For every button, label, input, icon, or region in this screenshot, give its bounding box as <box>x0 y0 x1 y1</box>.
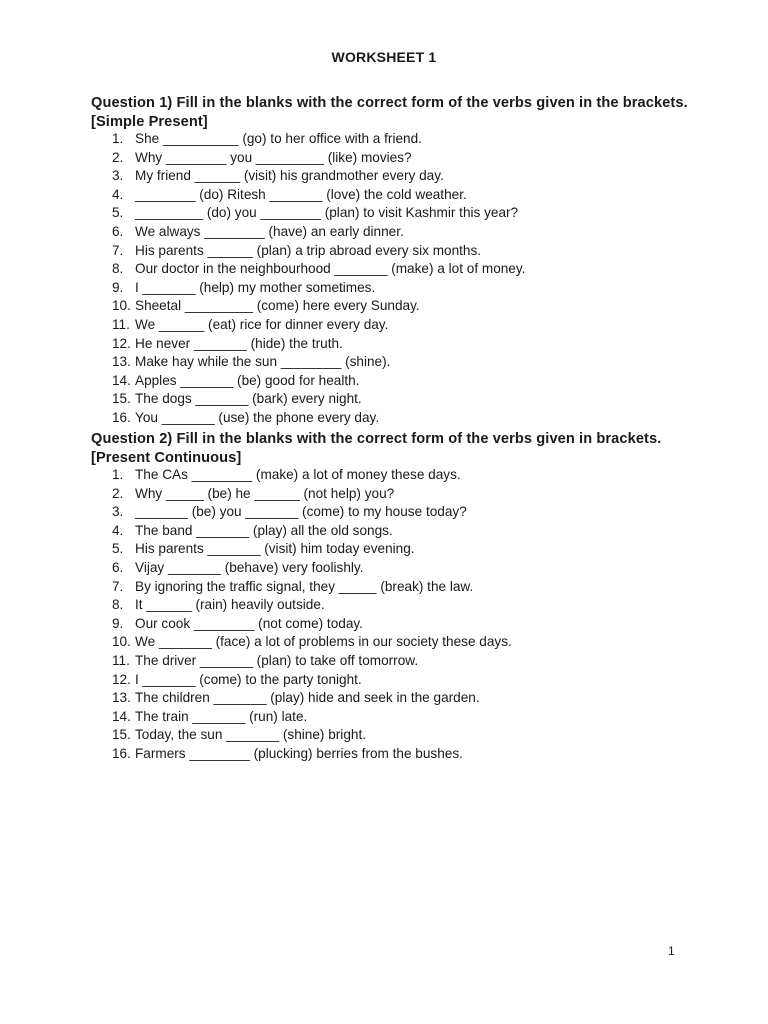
list-item <box>112 372 525 391</box>
item-text: Sheetal _________ (come) here every Sunday. <box>135 298 420 314</box>
page-number: 1 <box>668 944 675 958</box>
item-text: We _______ (face) a lot of problems in our society these days. <box>135 634 512 650</box>
list-item <box>112 279 525 298</box>
list-item <box>112 242 525 261</box>
list-item <box>112 726 512 745</box>
item-text: _________ (do) you ________ (plan) to visit Kashmir this year? <box>135 205 519 221</box>
item-number: 6. <box>112 223 124 239</box>
item-number: 11. <box>112 652 130 668</box>
item-number: 13. <box>112 354 131 370</box>
item-number: 13. <box>112 690 131 706</box>
list-item <box>112 466 512 485</box>
item-number: 9. <box>112 615 124 631</box>
item-number: 8. <box>112 597 124 613</box>
item-text: Our cook ________ (not come) today. <box>135 615 363 631</box>
list-item <box>112 485 512 504</box>
item-text: He never _______ (hide) the truth. <box>135 335 343 351</box>
item-number: 11. <box>112 316 130 332</box>
item-text: The band _______ (play) all the old songs. <box>135 522 393 538</box>
item-text: By ignoring the traffic signal, they _____ (break) the law. <box>135 578 474 594</box>
item-number: 9. <box>112 279 124 295</box>
list-item <box>112 149 525 168</box>
item-text: Farmers ________ (plucking) berries from the bushes. <box>135 745 463 761</box>
item-text: My friend ______ (visit) his grandmother every day. <box>135 168 444 184</box>
list-item <box>112 559 512 578</box>
list-item <box>112 297 525 316</box>
item-text: The train _______ (run) late. <box>135 708 308 724</box>
list-item <box>112 204 525 223</box>
item-text: We always ________ (have) an early dinner. <box>135 223 404 239</box>
list-item <box>112 652 512 671</box>
list-item <box>112 522 512 541</box>
list-item <box>112 167 525 186</box>
item-text: Why _____ (be) he ______ (not help) you? <box>135 485 395 501</box>
list-item <box>112 186 525 205</box>
list-item <box>112 353 525 372</box>
item-text: You _______ (use) the phone every day. <box>135 409 380 425</box>
item-number: 4. <box>112 522 124 538</box>
worksheet-title: WORKSHEET 1 <box>331 49 437 65</box>
item-text: The dogs _______ (bark) every night. <box>135 391 362 407</box>
item-text: The CAs ________ (make) a lot of money these days. <box>135 467 461 482</box>
list-item <box>112 615 512 634</box>
item-number: 4. <box>112 186 124 202</box>
item-number: 6. <box>112 559 124 575</box>
item-text: Vijay _______ (behave) very foolishly. <box>135 559 364 575</box>
item-text: His parents ______ (plan) a trip abroad every six months. <box>135 242 482 258</box>
question-1-list <box>112 130 525 428</box>
list-item <box>112 335 525 354</box>
item-number: 8. <box>112 261 124 277</box>
list-item <box>112 503 512 522</box>
item-text: Why ________ you _________ (like) movies? <box>135 149 412 165</box>
question-2-heading: Question 2) Fill in the blanks with the correct form of the verbs given in brackets. [Present Continuous] <box>91 431 662 466</box>
item-number: 10. <box>112 298 131 314</box>
item-text: I _______ (help) my mother sometimes. <box>135 279 376 295</box>
item-number: 5. <box>112 205 124 221</box>
list-item <box>112 671 512 690</box>
list-item <box>112 390 525 409</box>
question-1-heading: Question 1) Fill in the blanks with the correct form of the verbs given in the brackets. [Simple Present] <box>91 95 688 130</box>
item-text: The driver _______ (plan) to take off tomorrow. <box>135 652 419 668</box>
item-number: 15. <box>112 391 131 407</box>
item-number: 16. <box>112 745 131 761</box>
item-number: 15. <box>112 727 131 743</box>
item-number: 3. <box>112 168 124 184</box>
item-number: 14. <box>112 372 131 388</box>
item-number: 1. <box>112 131 124 146</box>
item-text: Our doctor in the neighbourhood _______ (make) a lot of money. <box>135 261 526 277</box>
list-item <box>112 130 525 149</box>
item-number: 1. <box>112 467 124 482</box>
list-item <box>112 633 512 652</box>
item-number: 3. <box>112 504 124 520</box>
item-number: 12. <box>112 671 131 687</box>
item-number: 2. <box>112 149 124 165</box>
item-text: Apples _______ (be) good for health. <box>135 372 360 388</box>
item-text: Today, the sun _______ (shine) bright. <box>135 727 366 743</box>
list-item <box>112 260 525 279</box>
item-number: 7. <box>112 578 124 594</box>
item-text: _______ (be) you _______ (come) to my house today? <box>135 504 467 520</box>
list-item <box>112 745 512 764</box>
list-item <box>112 578 512 597</box>
item-text: Make hay while the sun ________ (shine). <box>135 354 391 370</box>
list-item <box>112 596 512 615</box>
item-text: We ______ (eat) rice for dinner every day. <box>135 316 389 332</box>
item-number: 12. <box>112 335 131 351</box>
list-item <box>112 316 525 335</box>
item-number: 16. <box>112 409 131 425</box>
item-text: His parents _______ (visit) him today evening. <box>135 541 415 557</box>
list-item <box>112 708 512 727</box>
item-text: She __________ (go) to her office with a friend. <box>135 131 422 146</box>
item-text: It ______ (rain) heavily outside. <box>135 597 325 613</box>
item-number: 2. <box>112 485 124 501</box>
item-number: 5. <box>112 541 124 557</box>
item-number: 7. <box>112 242 124 258</box>
list-item <box>112 409 525 428</box>
item-number: 14. <box>112 708 131 724</box>
item-text: The children _______ (play) hide and seek in the garden. <box>135 690 480 706</box>
list-item <box>112 223 525 242</box>
question-2-list <box>112 466 512 764</box>
item-number: 10. <box>112 634 131 650</box>
item-text: ________ (do) Ritesh _______ (love) the cold weather. <box>135 186 467 202</box>
item-text: I _______ (come) to the party tonight. <box>135 671 362 687</box>
list-item <box>112 540 512 559</box>
list-item <box>112 689 512 708</box>
